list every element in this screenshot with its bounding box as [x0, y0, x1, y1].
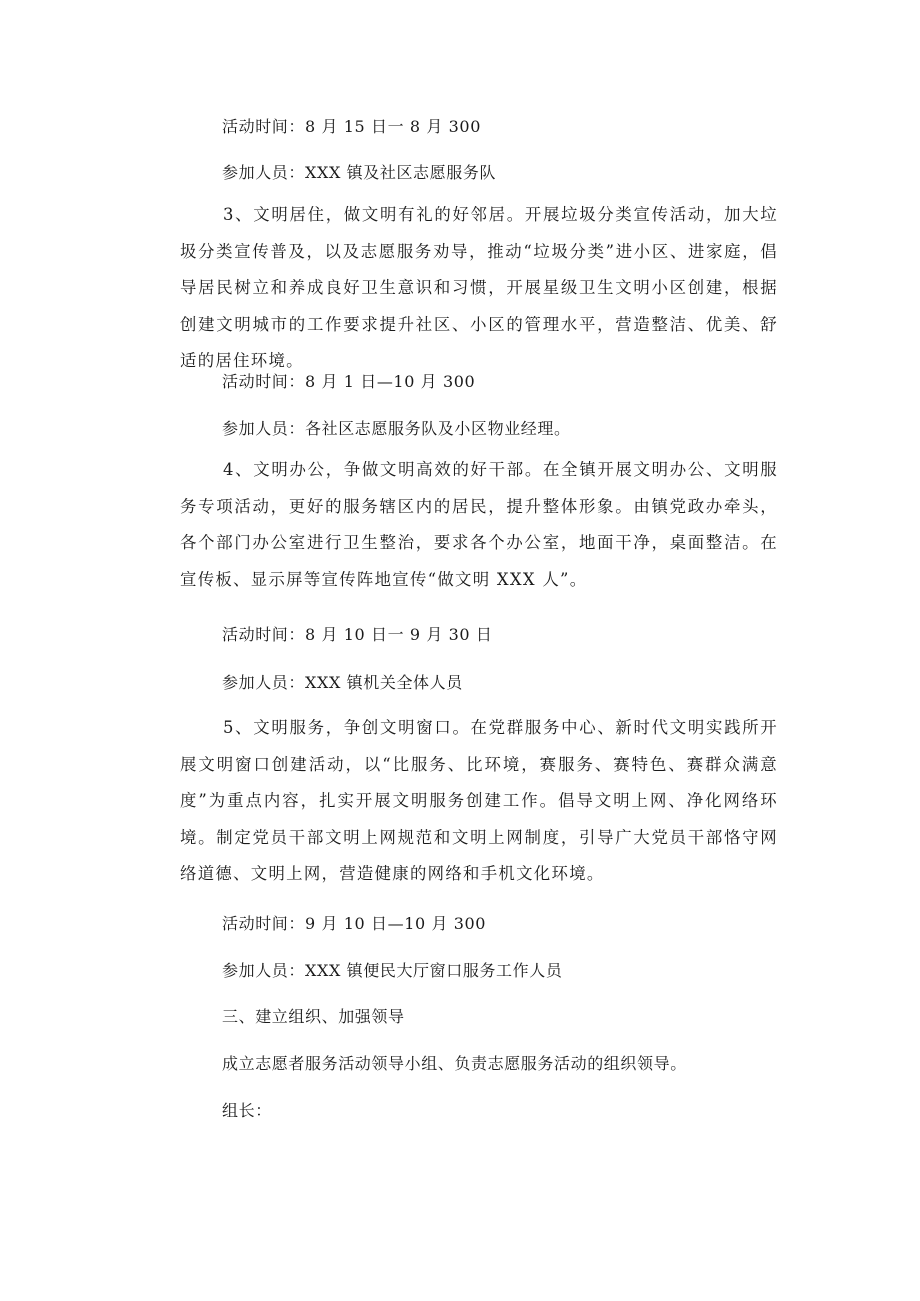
activity-time-line: 活动时间：9 月 10 日—10 月 300: [222, 914, 487, 933]
group-leader-line: 组长：: [222, 1101, 272, 1120]
participants-line: 参加人员：XXX 镇便民大厅窗口服务工作人员: [222, 961, 563, 980]
paragraph-civilized-service: 5、文明服务，争创文明窗口。在党群服务中心、新时代文明实践所开展文明窗口创建活动，以“比服务、比环境，赛服务、赛特色、赛群众满意度”为重点内容，扎实开展文明服务创建工作。倡导文明上网、净化网络环境。制定党员干部文明上网规范和文明上网制度，引导广大党员干部恪守网络道德、文明上网，营造健康的网络和手机文化环境。: [180, 718, 778, 883]
section-heading: 三、建立组织、加强领导: [222, 1007, 405, 1026]
participants-line: 参加人员：XXX 镇及社区志愿服务队: [222, 163, 497, 182]
paragraph-civilized-office: 4、文明办公，争做文明高效的好干部。在全镇开展文明办公、文明服务专项活动，更好的服务辖区内的居民，提升整体形象。由镇党政办牵头，各个部门办公室进行卫生整治，要求各个办公室，地面干净，桌面整洁。在宣传板、显示屏等宣传阵地宣传“做文明 XXX 人”。: [180, 460, 778, 589]
participants-line: 参加人员：各社区志愿服务队及小区物业经理。: [222, 419, 571, 438]
activity-time-line: 活动时间：8 月 10 日一 9 月 30 日: [222, 625, 493, 644]
paragraph-civilized-living: 3、文明居住，做文明有礼的好邻居。开展垃圾分类宣传活动，加大垃圾分类宣传普及，以及志愿服务劝导，推动“垃圾分类”进小区、进家庭，倡导居民树立和养成良好卫生意识和习惯，开展星级卫生文明小区创建，根据创建文明城市的工作要求提升社区、小区的管理水平，营造整洁、优美、舒适的居住环境。: [180, 205, 778, 370]
leadership-group-line: 成立志愿者服务活动领导小组、负责志愿服务活动的组织领导。: [222, 1054, 687, 1073]
activity-time-line: 活动时间：8 月 1 日—10 月 300: [222, 372, 476, 391]
activity-time-line: 活动时间：8 月 15 日一 8 月 300: [222, 117, 481, 136]
participants-line: 参加人员：XXX 镇机关全体人员: [222, 673, 463, 692]
